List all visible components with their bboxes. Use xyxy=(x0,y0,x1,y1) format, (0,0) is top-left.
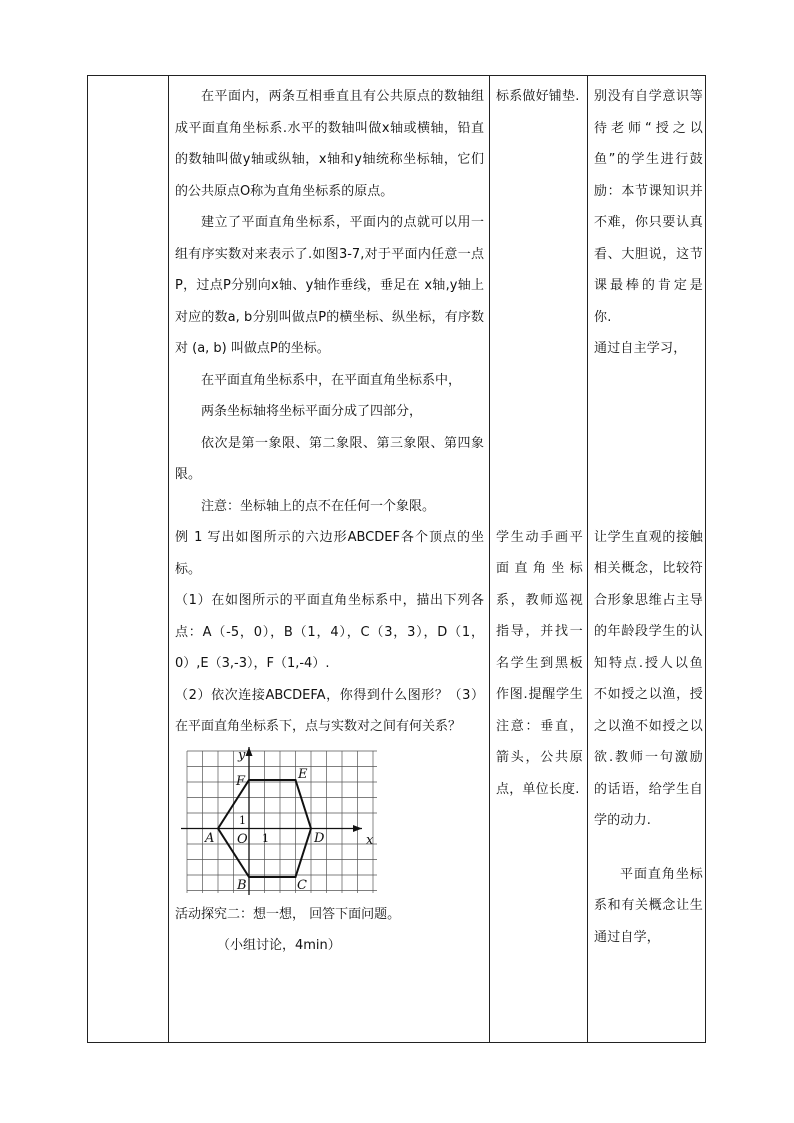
coordinate-paragraph: 建立了平面直角坐标系，平面内的点就可以用一组有序实数对来表示了.如图3-7,对于平面内任意一点P，过点P分别向x轴、y轴作垂线，垂足在 x轴,y轴上对应的数a, b分别叫做点P的横坐标、纵坐标，有序数对 (a, b) 叫做点P的坐标。 xyxy=(175,215,484,356)
axes xyxy=(181,747,362,895)
right-text-selfstudy: 通过自主学习， xyxy=(594,341,687,356)
mid-text-activity: 学生动手画平面直角坐标系，教师巡视指导，并找一名学生到黑板作图.提醒学生注意：垂直，箭头，公共原点，单位长度. xyxy=(496,529,583,797)
lesson-table xyxy=(87,75,706,1043)
student-activity-column xyxy=(490,76,586,1042)
example-title: 例 1 写出如图所示的六边形ABCDEF各个顶点的坐标。 xyxy=(175,530,484,577)
vertex-c-label: C xyxy=(297,877,307,893)
y-axis-arrow xyxy=(246,747,253,756)
mid-text-top: 标系做好铺垫. xyxy=(496,89,580,104)
activity-two-title: 活动探究二：想一想， 回答下面问题。 xyxy=(175,906,401,922)
y-axis-label: y xyxy=(238,747,246,763)
design-intent-column xyxy=(588,76,706,1042)
example-task-1: （1）在如图所示的平面直角坐标系中，描出下列各点：A（-5，0），B（1，4），C（3，3），D（1，0）,E（3,-3），F（1,-4）. xyxy=(175,593,484,671)
unit-y-label: 1 xyxy=(239,813,246,827)
vertex-b-label: B xyxy=(237,877,247,893)
x-axis-label: x xyxy=(366,832,374,848)
quadrant-intro-1: 在平面直角坐标系中，在平面直角坐标系中， xyxy=(201,372,462,388)
hexagon-coordinate-figure xyxy=(181,747,381,897)
right-text-intuitive: 让学生直观的接触相关概念，比较符合形象思维占主导的年龄段学生的认知特点.授人以鱼不如授之以渔，授之以渔不如授之以欲.教师一句激励的话语，给学生自学的动力. xyxy=(594,529,703,828)
grid-lines xyxy=(187,751,377,893)
group-discussion-note: （小组讨论，4min） xyxy=(217,938,341,953)
unit-x-label: 1 xyxy=(262,831,269,845)
right-text-encourage: 别没有自学意识等待老师“授之以鱼”的学生进行鼓励：本节课知识并不难，你只要认真看、大胆说，这节课最棒的肯定是你. xyxy=(594,89,703,325)
quadrant-list: 依次是第一象限、第二象限、第三象限、第四象限。 xyxy=(175,435,484,482)
example-task-2: （2）依次连接ABCDEFA，你得到什么图形？（3）在平面直角坐标系下，点与实数对之间有何关系？ xyxy=(175,687,484,734)
teaching-content-column xyxy=(169,76,488,1042)
origin-label: O xyxy=(237,831,248,847)
vertex-a-label: A xyxy=(205,830,215,846)
definition-paragraph: 在平面内，两条互相垂直且有公共原点的数轴组成平面直角坐标系.水平的数轴叫做x轴或横轴，铅直的数轴叫做y轴或纵轴，x轴和y轴统称坐标轴，它们的公共原点O称为直角坐标系的原点。 xyxy=(175,89,484,199)
vertex-f-label: F xyxy=(236,773,246,789)
vertex-d-label: D xyxy=(314,830,325,846)
quadrant-intro-2: 两条坐标轴将坐标平面分成了四部分， xyxy=(201,404,423,419)
right-text-concepts: 平面直角坐标系和有关概念让生通过自学， xyxy=(594,866,703,945)
note-paragraph: 注意：坐标轴上的点不在任何一个象限。 xyxy=(201,498,436,514)
vertex-e-label: E xyxy=(298,766,308,782)
